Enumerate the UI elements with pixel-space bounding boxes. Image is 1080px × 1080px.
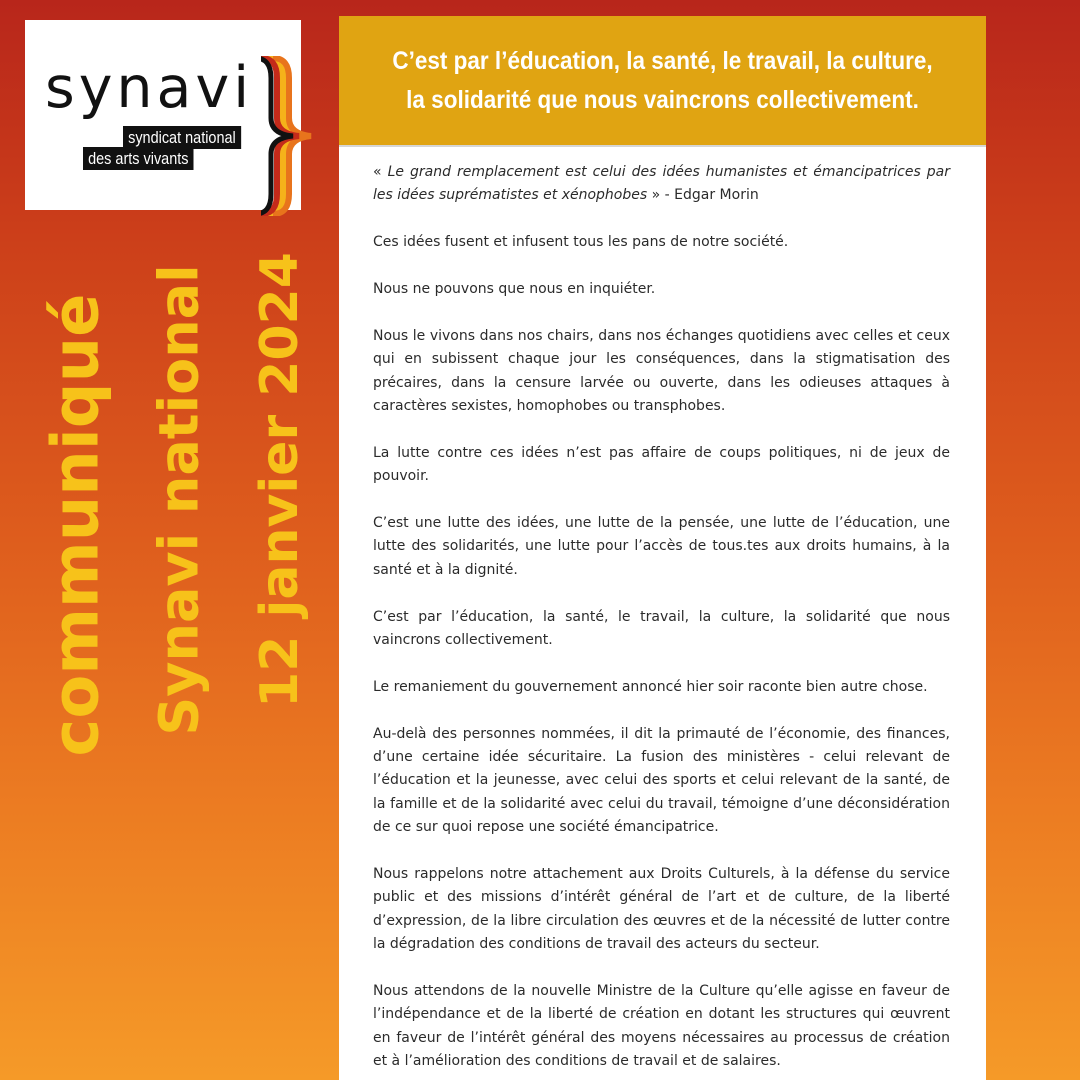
document-header	[339, 16, 986, 147]
communique-label: communiqué	[40, 293, 114, 757]
paragraph: Le remaniement du gouvernement annoncé hier soir raconte bien autre chose.	[373, 678, 928, 695]
logo-tagline-line2: des arts vivants	[83, 147, 194, 170]
paragraph: Nous attendons de la nouvelle Ministre de la Culture qu’elle agisse en faveur de l’indépendance et de la liberté de création en dotant les structures qui œuvrent en faveur de l’intérêt général des moyens nécessaires au processus de création et à l’amélioration des conditions de travail et de salaires.	[373, 983, 950, 1070]
quote-open: «	[373, 164, 388, 180]
document-body	[339, 147, 986, 1074]
paragraph: C’est une lutte des idées, une lutte de la pensée, une lutte de l’éducation, une lutte des solidarités, une lutte pour l’accès de tous.tes aux droits humains, à la santé et à la dignité.	[373, 515, 950, 578]
paragraph: La lutte contre ces idées n’est pas affaire de coups politiques, ni de jeux de pouvoir.	[373, 444, 950, 485]
logo-wordmark: synavi	[45, 55, 254, 121]
quote-text: Le grand remplacement est celui des idées humanistes et émancipatrices par les idées suprématistes et xénophobes	[373, 164, 951, 204]
logo-brace-icon	[261, 56, 321, 216]
epigraph-quote	[373, 161, 950, 208]
side-label-org	[145, 240, 215, 760]
paragraph: Nous rappelons notre attachement aux Droits Culturels, à la défense du service public et des missions d’intérêt général de l’art et de culture, de la liberté d’expression, de la libre circulation des œuvres et de la nécessité de lutter contre la dégradation des conditions de travail des acteurs du secteur.	[373, 866, 950, 953]
org-label: Synavi national	[148, 264, 211, 736]
paragraph: Nous ne pouvons que nous en inquiéter.	[373, 281, 656, 297]
synavi-logo	[25, 20, 301, 210]
logo-tagline-line1: syndicat national	[123, 126, 241, 149]
paragraph: C’est par l’éducation, la santé, le travail, la culture, la solidarité que nous vaincrons collectivement.	[373, 608, 950, 649]
paragraph: Ces idées fusent et infusent tous les pans de notre société.	[373, 234, 789, 251]
paragraph: Nous le vivons dans nos chairs, dans nos échanges quotidiens avec celles et ceux qui en subissent chaque jour les conséquences, dans la stigmatisation des précaires, dans la censure larvée ou ouverte, dans les odieuses attaques à caractères sexistes, homophobes ou transphobes.	[373, 327, 950, 415]
press-release-document	[339, 16, 986, 1080]
paragraph: Au-delà des personnes nommées, il dit la primauté de l’économie, des finances, d’une certaine idée sécuritaire. La fusion des ministères - celui relevant de l’éducation et la jeunesse, avec celui des sports et celui relevant de la santé, de la famille et de la solidarité avec celui du travail, témoigne d’une déconsidération de ce sur quoi repose une société émancipatrice.	[373, 725, 950, 836]
document-headline: C’est par l’éducation, la santé, le travail, la culture, la solidarité que nous vaincrons collectivement.	[392, 46, 933, 114]
date-label: 12 janvier 2024	[250, 252, 310, 708]
side-label-communique	[42, 230, 112, 820]
side-label-date	[245, 250, 315, 710]
quote-attribution: » - Edgar Morin	[647, 187, 759, 204]
